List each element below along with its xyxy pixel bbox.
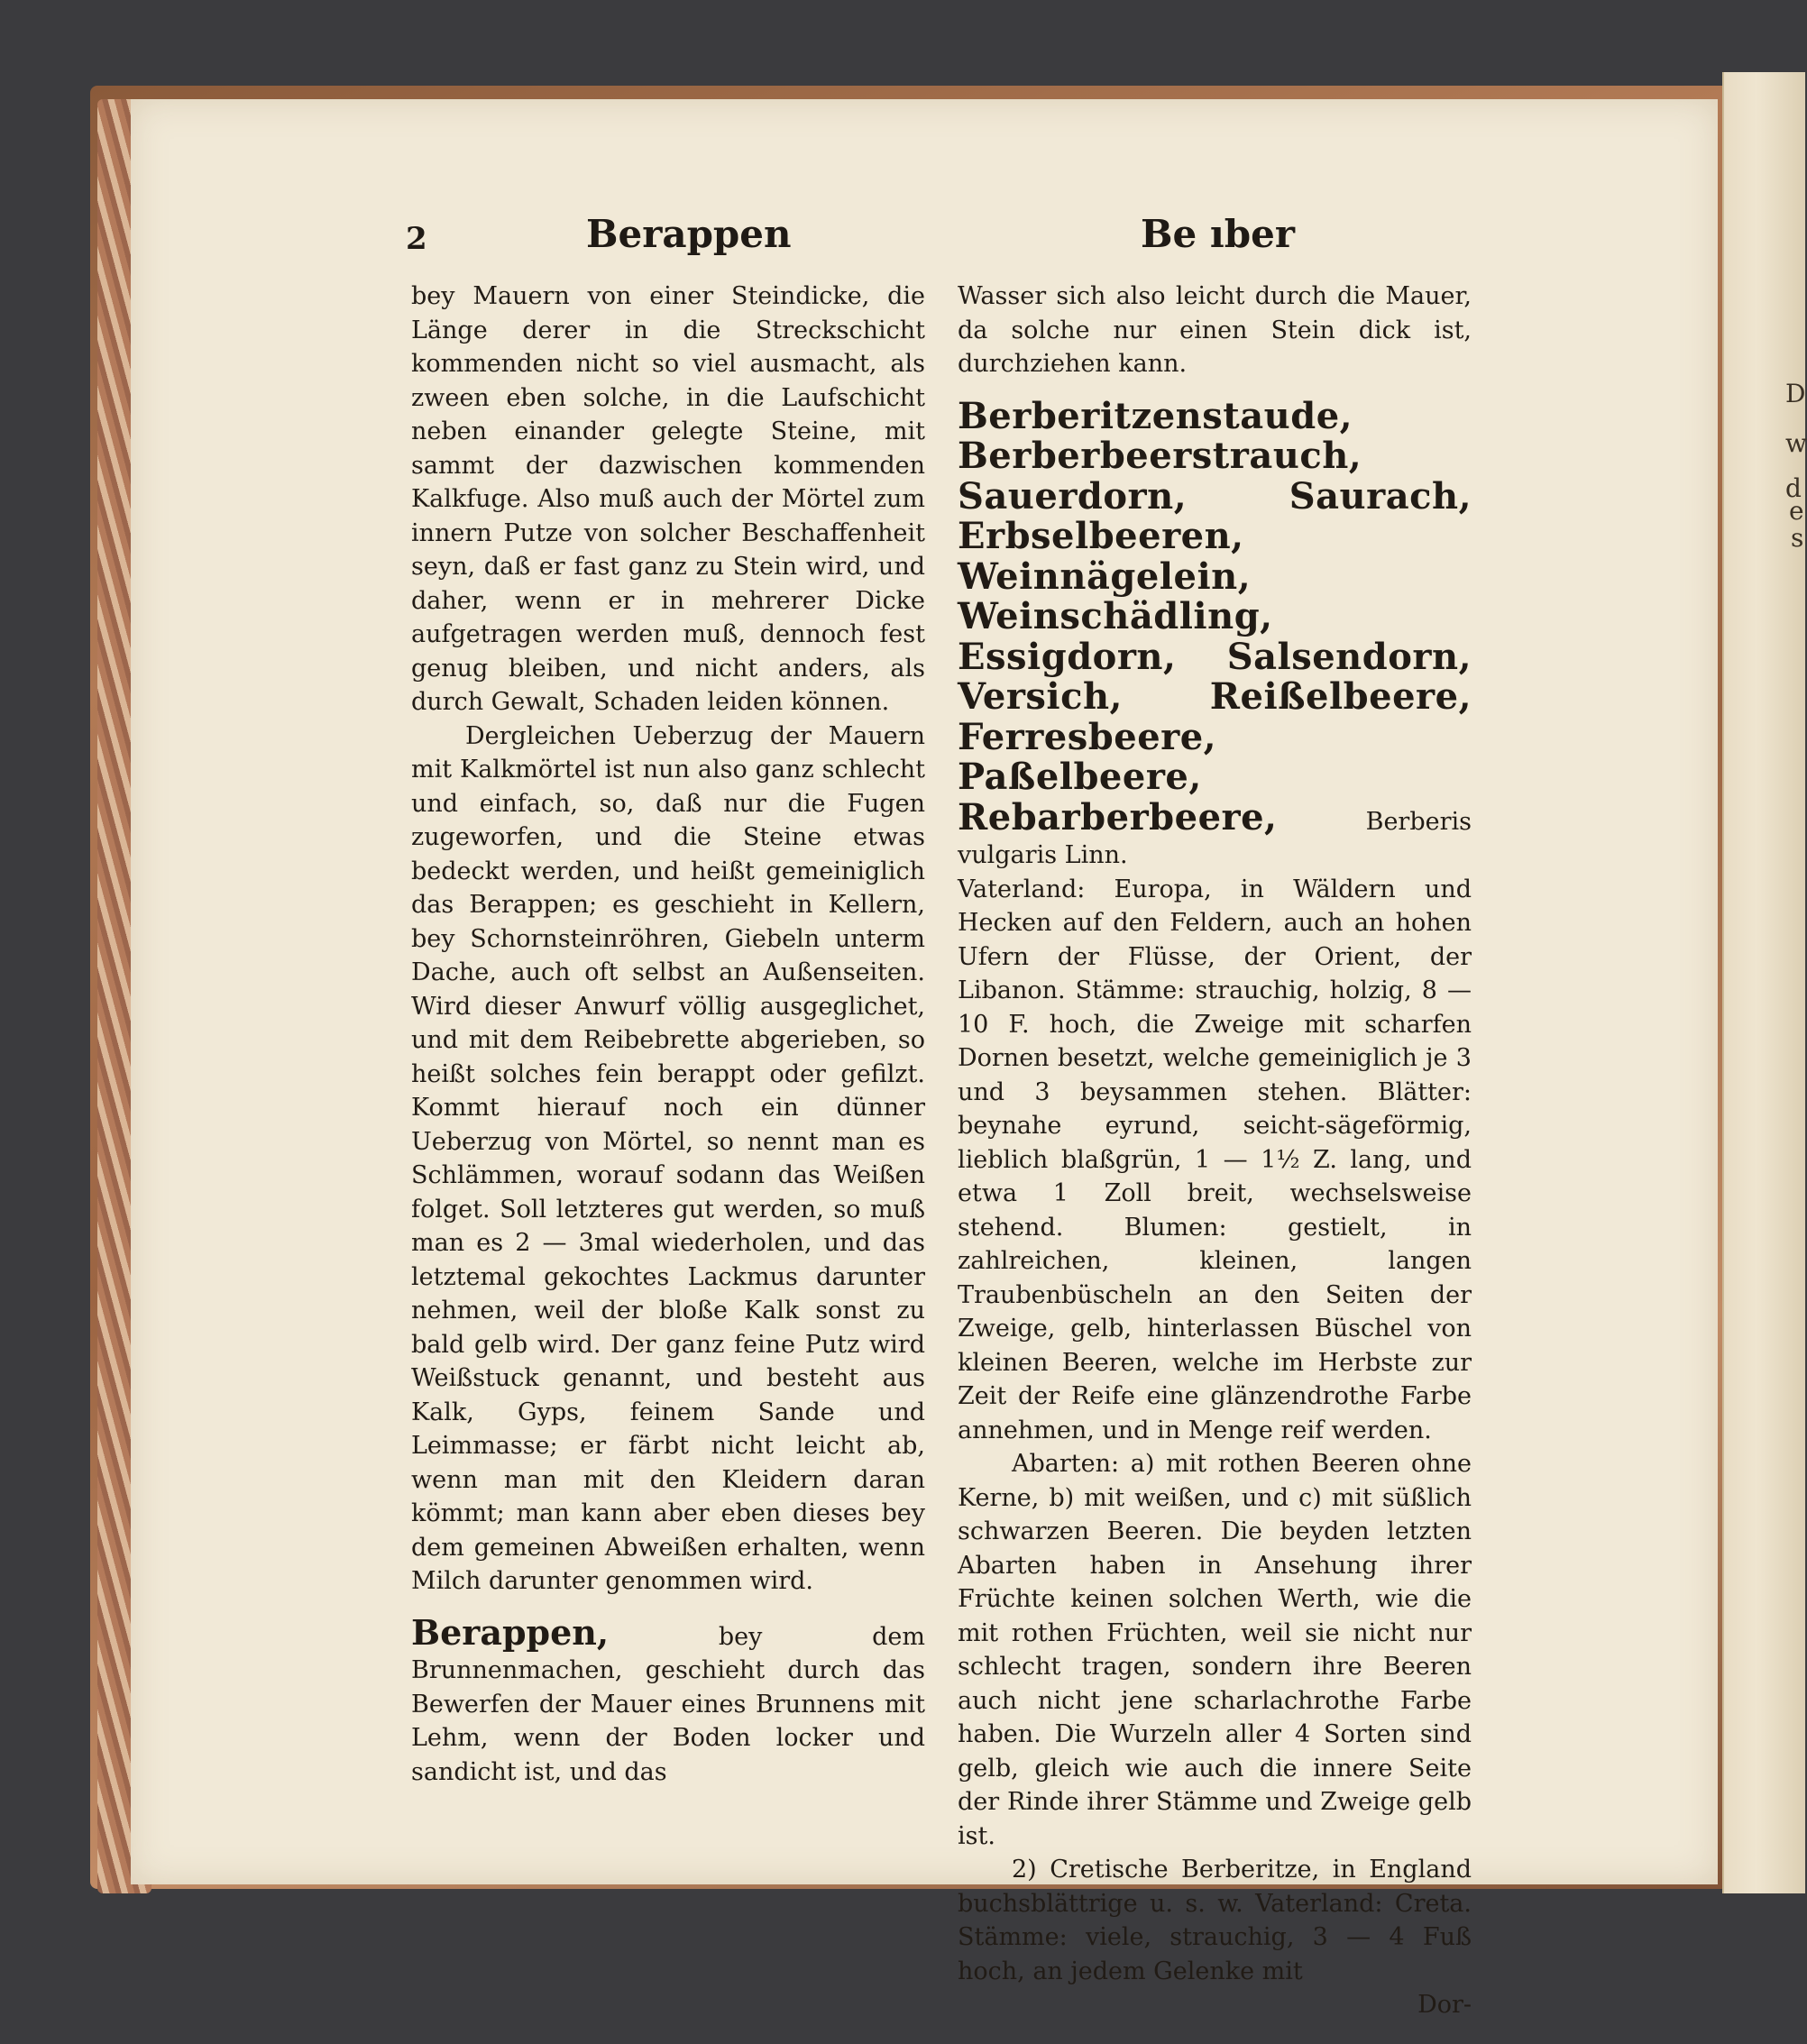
entry-title: Berberitzenstaude, Berberbeerstrauch, Sauerdorn, Saurach, Erbselbeeren, Weinnägelein, Weinschädling, Essigdorn, Salsendorn, Versich, Reißelbeere, Ferresbeere, Paßelbeere, Rebarberbeere,	[958, 394, 1472, 839]
header-right-title: Be ıber	[1141, 212, 1296, 256]
paragraph: 2) Cretische Berberitze, in England buchsblättrige u. s. w. Vaterland: Creta. Stämme: viele, strauchig, 3 — 4 Fuß hoch, an jedem Gelenke mit	[958, 1856, 1472, 1985]
right-column	[958, 280, 1472, 2022]
running-header	[397, 212, 1298, 266]
paragraph: Wasser sich also leicht durch die Mauer, da solche nur einen Stein dick ist, durchziehen kann.	[958, 282, 1472, 378]
next-page-letter: d	[1785, 473, 1802, 503]
header-left-title: Berappen	[586, 212, 792, 256]
entry-paragraph	[411, 1611, 925, 1790]
left-column	[411, 280, 925, 1789]
next-page-edge	[1722, 72, 1805, 1893]
page-number: 2	[406, 221, 427, 257]
next-page-letter: D	[1785, 379, 1806, 408]
paragraph: bey Mauern von einer Steindicke, die Länge derer in die Streckschicht kommenden nicht so viel ausmacht, als zween eben solche, in die Laufschicht neben einander gelegte Steine, mit sammt der dazwischen kommenden Kalkfuge. Also muß auch der Mörtel zum innern Putze von solcher Beschaffenheit seyn, daß er fast ganz zu Stein wird, und daher, wenn er in mehrerer Dicke aufgetragen werden muß, dennoch fest genug bleiben, und nicht anders, als durch Gewalt, Schaden leiden können.	[411, 282, 925, 716]
paragraph: Dergleichen Ueberzug der Mauern mit Kalkmörtel ist nun also ganz schlecht und einfach, so, daß nur die Fugen zugeworfen, und die Steine etwas bedeckt werden, und heißt gemeiniglich das Berappen; es geschieht in Kellern, bey Schornsteinröhren, Giebeln unterm Dache, auch oft selbst an Außenseiten. Wird dieser Anwurf völlig ausgeglichet, und mit dem Reibebrette abgerieben, so heißt solches fein berappt oder gefilzt. Kommt hierauf noch ein dünner Ueberzug von Mörtel, so nennt man es Schlämmen, worauf sodann das Weißen folget. Soll letzteres gut werden, so muß man es 2 — 3mal wiederholen, und das letztemal gekochtes Lackmus darunter nehmen, weil der bloße Kalk sonst zu bald gelb wird. Der ganz feine Putz wird Weißstuck genannt, und besteht aus Kalk, Gyps, feinem Sande und Leimmasse; er färbt nicht leicht ab, wenn man mit den Kleidern daran kömmt; man kann aber eben dieses bey dem gemeinen Abweißen erhalten, wenn Milch darunter genommen wird.	[411, 721, 925, 1595]
paragraph: Abarten: a) mit rothen Beeren ohne Kerne, b) mit weißen, und c) mit süßlich schwarzen Beeren. Die beyden letzten Abarten haben in Ansehung ihrer Früchte keinen solchen Werth, wie die mit rothen Früchten, weil sie nicht nur schlecht tragen, sondern ihre Beeren auch nicht jene scharlachrothe Farbe haben. Die Wurzeln aller 4 Sorten sind gelb, gleich wie auch die innere Seite der Rinde ihrer Stämme und Zweige gelb ist.	[958, 1450, 1472, 1850]
next-page-letter: s	[1791, 523, 1804, 553]
entry-title: Berappen,	[411, 1611, 610, 1653]
next-page-letter: e	[1789, 496, 1804, 526]
next-page-letter: w	[1785, 428, 1807, 458]
latin-name: Berberis vulgaris Linn.	[958, 807, 1472, 869]
entry-heading	[958, 394, 1472, 873]
catchword: Dor-	[1417, 1991, 1472, 2019]
entry-text: bey dem Brunnenmachen, geschieht durch das Bewerfen der Mauer eines Brunnens mit Lehm, wenn der Boden locker und sandicht ist, und das	[411, 1622, 925, 1786]
paragraph: Vaterland: Europa, in Wäldern und Hecken auf den Feldern, auch an hohen Ufern der Flüsse, der Orient, der Libanon. Stämme: strauchig, holzig, 8 — 10 F. hoch, die Zweige mit scharfen Dornen besetzt, welche gemeiniglich je 3 und 3 beysammen stehen. Blätter: beynahe eyrund, seicht-sägeförmig, lieblich blaßgrün, 1 — 1½ Z. lang, und etwa 1 Zoll breit, wechselsweise stehend. Blumen: gestielt, in zahlreichen, kleinen, langen Traubenbüscheln an den Seiten der Zweige, gelb, hinterlassen Büschel von kleinen Beeren, welche im Herbste zur Zeit der Reife eine glänzendrothe Farbe annehmen, und in Menge reif werden.	[958, 875, 1472, 1444]
